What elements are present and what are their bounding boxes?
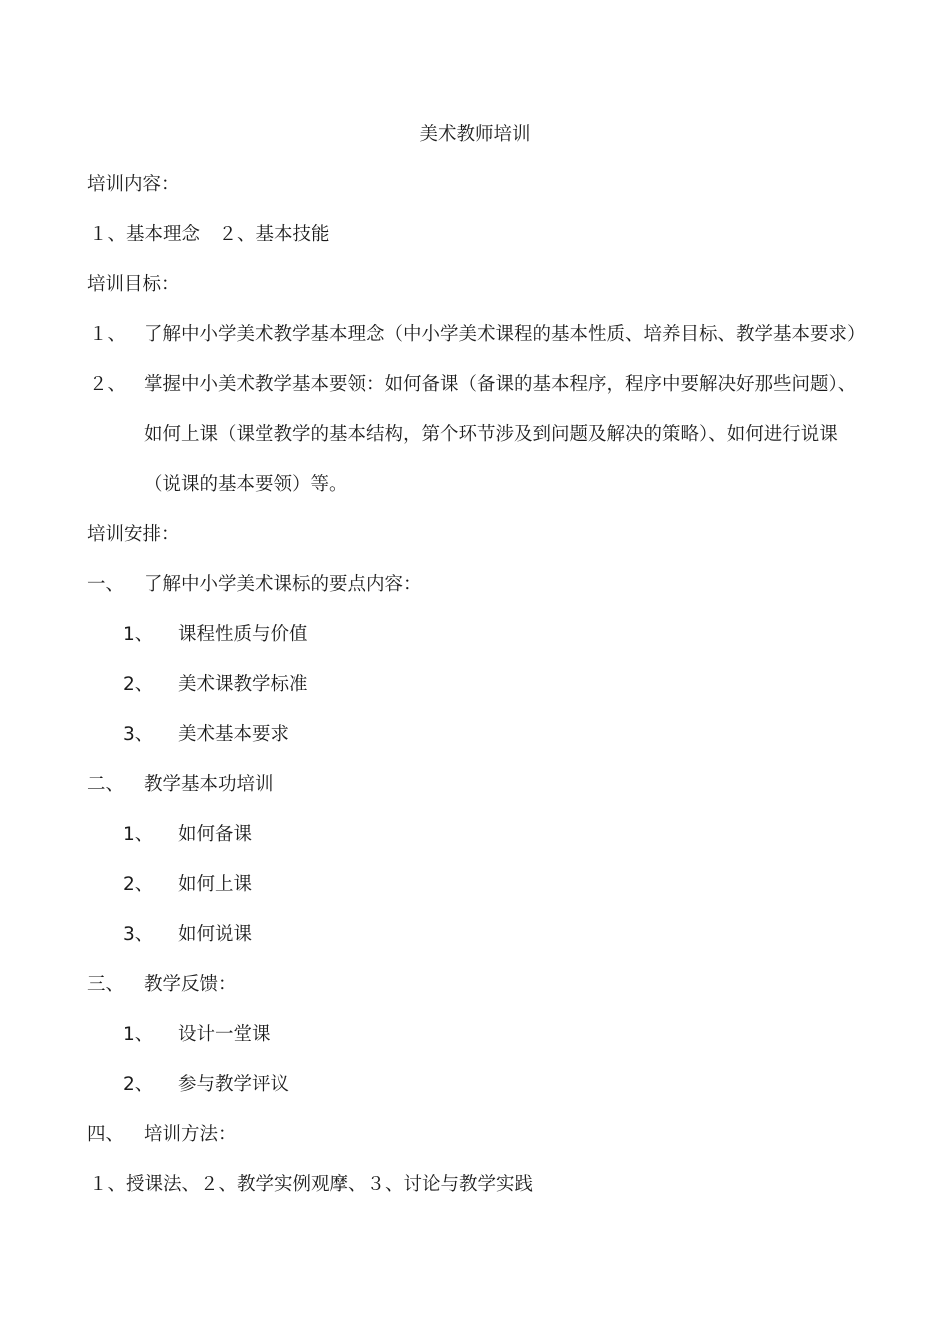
content-heading: 培训内容： xyxy=(87,174,180,195)
section-number: 一、 xyxy=(87,574,125,595)
goals-heading: 培训目标： xyxy=(87,274,180,295)
list-item-number: 2、 xyxy=(123,1074,154,1095)
goal-text-continued: 如何上课（课堂教学的基本结构，第个环节涉及到问题及解决的策略）、如何进行说课 xyxy=(144,424,838,445)
list-item-number: 1、 xyxy=(123,624,154,645)
goal-text: 掌握中小美术教学基本要领：如何备课（备课的基本程序，程序中要解决好那些问题）、 xyxy=(144,374,857,395)
section-title: 培训方法： xyxy=(144,1124,237,1145)
list-item: 如何上课 xyxy=(178,874,253,895)
list-item: 美术基本要求 xyxy=(178,724,290,745)
list-item-number: 1、 xyxy=(123,1024,154,1045)
section-title: 教学基本功培训 xyxy=(144,774,274,795)
section-number: 四、 xyxy=(87,1124,125,1145)
list-item: 如何备课 xyxy=(178,824,253,845)
section-title: 教学反馈： xyxy=(144,974,237,995)
schedule-heading: 培训安排： xyxy=(87,524,180,545)
section-number: 三、 xyxy=(87,974,125,995)
list-item: 课程性质与价值 xyxy=(178,624,308,645)
section-number: 二、 xyxy=(87,774,125,795)
list-item: 如何说课 xyxy=(178,924,253,945)
methods-list: １、授课法、２、教学实例观摩、３、讨论与教学实践 xyxy=(89,1174,534,1195)
list-item-number: 3、 xyxy=(123,724,154,745)
section-title: 了解中小学美术课标的要点内容： xyxy=(144,574,422,595)
goal-number: １、 xyxy=(89,324,127,345)
content-items: １、基本理念 ２、基本技能 xyxy=(89,224,330,245)
list-item-number: 2、 xyxy=(123,874,154,895)
list-item-number: 2、 xyxy=(123,674,154,695)
list-item: 设计一堂课 xyxy=(178,1024,271,1045)
list-item-number: 1、 xyxy=(123,824,154,845)
list-item: 参与教学评议 xyxy=(178,1074,290,1095)
list-item: 美术课教学标准 xyxy=(178,674,308,695)
goal-number: ２、 xyxy=(89,374,127,395)
document-title: 美术教师培训 xyxy=(419,124,531,145)
goal-text-continued: （说课的基本要领）等。 xyxy=(144,474,348,495)
list-item-number: 3、 xyxy=(123,924,154,945)
goal-text: 了解中小学美术教学基本理念（中小学美术课程的基本性质、培养目标、教学基本要求） xyxy=(144,324,866,345)
